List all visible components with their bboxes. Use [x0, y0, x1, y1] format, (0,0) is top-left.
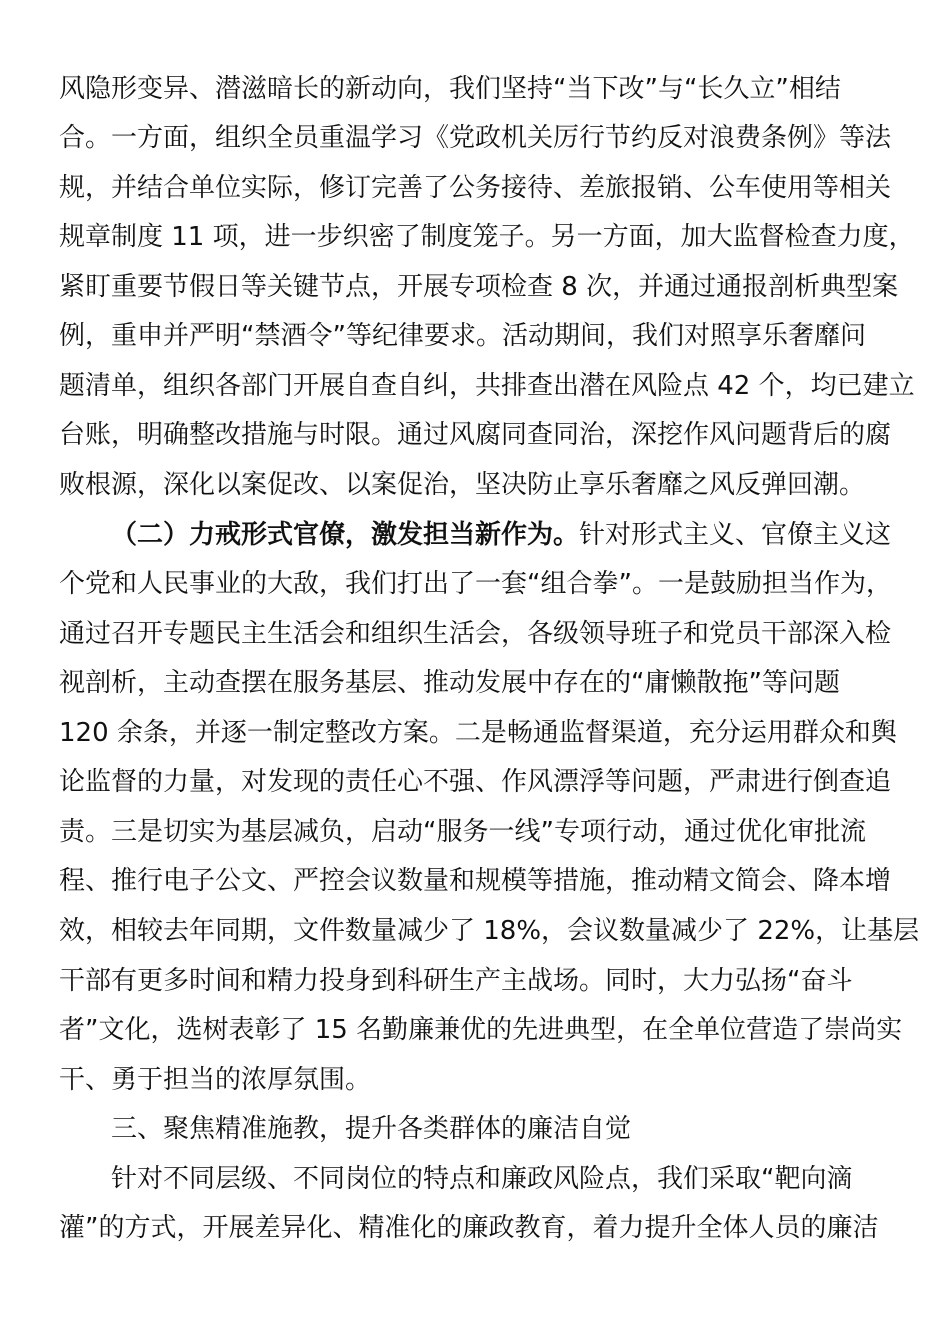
paragraph-line: 规，并结合单位实际，修订完善了公务接待、差旅报销、公车使用等相关 [59, 173, 892, 203]
paragraph-line: 规章制度 11 项，进一步织密了制度笼子。另一方面，加大监督检查力度， [59, 222, 915, 252]
paragraph-line: 例，重申并严明“禁酒令”等纪律要求。活动期间，我们对照享乐奢靡问 [59, 321, 866, 351]
paragraph-line: 败根源，深化以案促改、以案促治，坚决防止享乐奢靡之风反弹回潮。 [59, 470, 866, 500]
section-2-heading: （二）力戒形式官僚，激发担当新作为。 [111, 520, 580, 550]
paragraph-line: 灌”的方式，开展差异化、精准化的廉政教育，着力提升全体人员的廉洁 [59, 1213, 879, 1243]
paragraph-line: 合。一方面，组织全员重温学习《党政机关厉行节约反对浪费条例》等法 [59, 123, 892, 153]
paragraph-line: 论监督的力量，对发现的责任心不强、作风漂浮等问题，严肃进行倒查追 [59, 767, 892, 797]
paragraph-line: 程、推行电子公文、严控会议数量和规模等措施，推动精文简会、降本增 [59, 866, 892, 896]
paragraph-line: 120 余条，并逐一制定整改方案。二是畅通监督渠道，充分运用群众和舆 [59, 718, 897, 748]
paragraph-line: 通过召开专题民主生活会和组织生活会，各级领导班子和党员干部深入检 [59, 619, 892, 649]
section-3-heading: 三、聚焦精准施教，提升各类群体的廉洁自觉 [111, 1114, 632, 1144]
paragraph-line: 视剖析，主动查摆在服务基层、推动发展中存在的“庸懒散拖”等问题 [59, 668, 840, 698]
paragraph-line: 个党和人民事业的大敌，我们打出了一套“组合拳”。一是鼓励担当作为， [59, 569, 892, 599]
paragraph-line: 干、勇于担当的浓厚氛围。 [59, 1065, 372, 1095]
paragraph-line: 干部有更多时间和精力投身到科研生产主战场。同时，大力弘扬“奋斗 [59, 966, 853, 996]
paragraph-line: 效，相较去年同期，文件数量减少了 18%，会议数量减少了 22%，让基层 [59, 916, 920, 946]
paragraph-line: 者”文化，选树表彰了 15 名勤廉兼优的先进典型，在全单位营造了崇尚实 [59, 1015, 903, 1045]
paragraph-line: 责。三是切实为基层减负，启动“服务一线”专项行动，通过优化审批流 [59, 817, 866, 847]
paragraph-line: 台账，明确整改措施与时限。通过风腐同查同治，深挖作风问题背后的腐 [59, 420, 892, 450]
paragraph-line: 题清单，组织各部门开展自查自纠，共排查出潜在风险点 42 个，均已建立 [59, 371, 915, 401]
paragraph-line: 针对不同层级、不同岗位的特点和廉政风险点，我们采取“靶向滴 [111, 1164, 853, 1194]
paragraph-line: 风隐形变异、潜滋暗长的新动向，我们坚持“当下改”与“长久立”相结 [59, 74, 841, 104]
section-2-first-line [111, 510, 891, 560]
section-2-first-line-text: 针对形式主义、官僚主义这 [579, 520, 892, 550]
paragraph-line: 紧盯重要节假日等关键节点，开展专项检查 8 次，并通过通报剖析典型案 [59, 272, 899, 302]
